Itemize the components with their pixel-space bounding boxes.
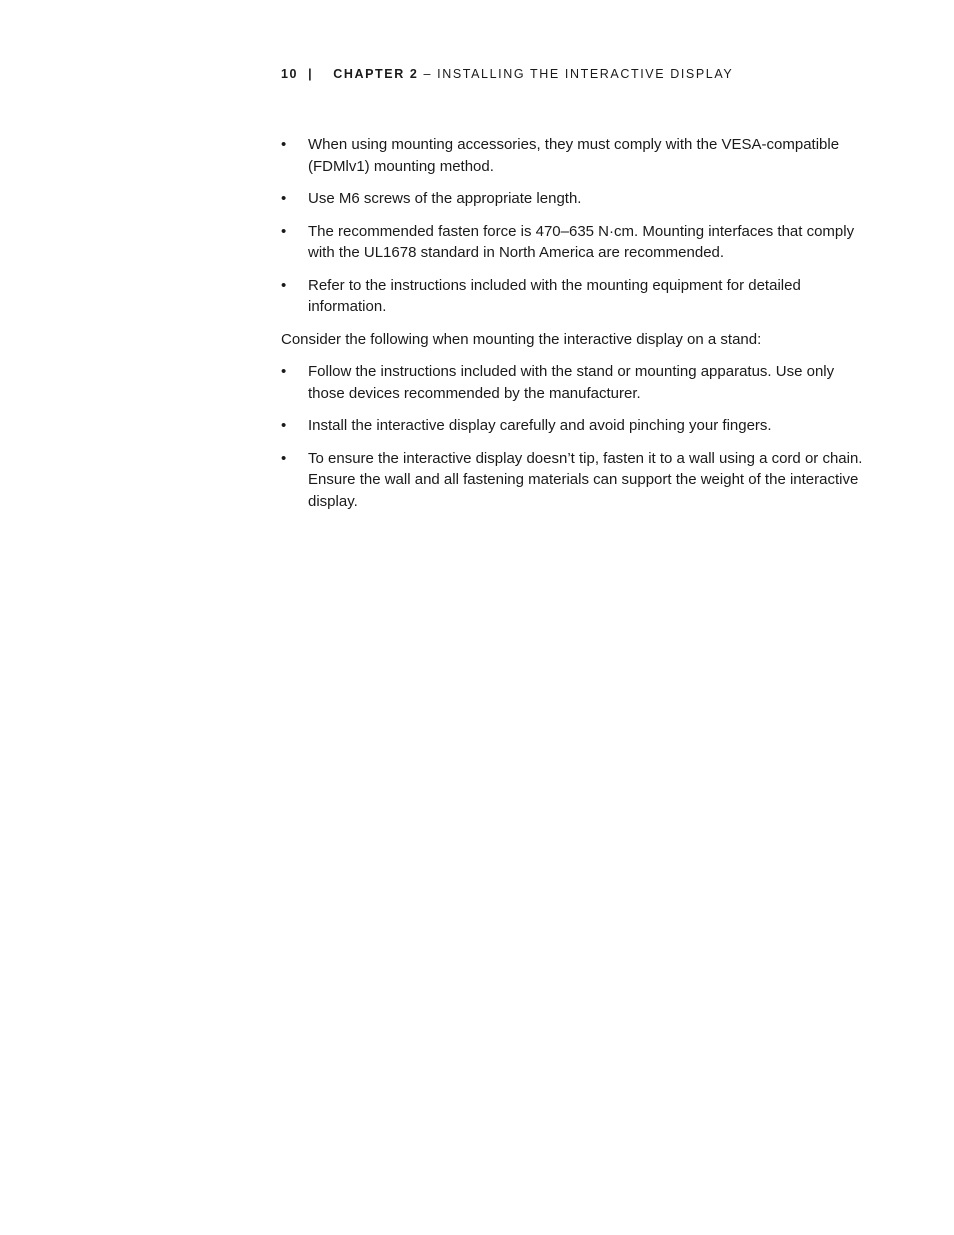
bullet-icon: • [281,190,287,207]
header-separator: | [308,67,314,81]
list-item-text: The recommended fasten force is 470–635 N·cm. Mounting interfaces that comply with the UL1678 standard in North America are recommended. [308,222,855,261]
chapter-title: – INSTALLING THE INTERACTIVE DISPLAY [418,67,734,81]
bullet-icon: • [281,276,287,294]
bullet-icon: • [281,417,287,434]
list-item [281,415,866,437]
list-item-text: When using mounting accessories, they must comply with the VESA-compatible (FDMlv1) mounting method. [308,136,840,175]
stand-mount-list [281,361,866,512]
list-item [281,275,866,318]
bullet-icon: • [281,363,287,380]
running-header [281,66,733,82]
bullet-icon: • [281,449,287,467]
list-item-text: To ensure the interactive display doesn’t tip, fasten it to a wall using a cord or chain. Ensure the wall and all fastening materials can support the weight of the interactive display. [308,449,863,510]
list-item [281,188,866,210]
list-item-text: Follow the instructions included with the stand or mounting apparatus. Use only those devices recommended by the manufacturer. [308,363,835,402]
list-item [281,448,866,513]
page-body [281,134,866,523]
list-item [281,361,866,404]
bullet-icon: • [281,136,287,153]
list-item [281,134,866,177]
stand-intro-paragraph: Consider the following when mounting the interactive display on a stand: [281,330,762,348]
list-item-text: Install the interactive display carefully and avoid pinching your fingers. [308,417,772,434]
bullet-icon: • [281,222,287,240]
chapter-label: CHAPTER 2 [333,67,419,81]
list-item-text: Refer to the instructions included with the mounting equipment for detailed information. [308,276,801,315]
list-item [281,221,866,264]
page-number: 10 [281,67,299,81]
list-item-text: Use M6 screws of the appropriate length. [308,190,582,207]
wall-mount-list [281,134,866,318]
